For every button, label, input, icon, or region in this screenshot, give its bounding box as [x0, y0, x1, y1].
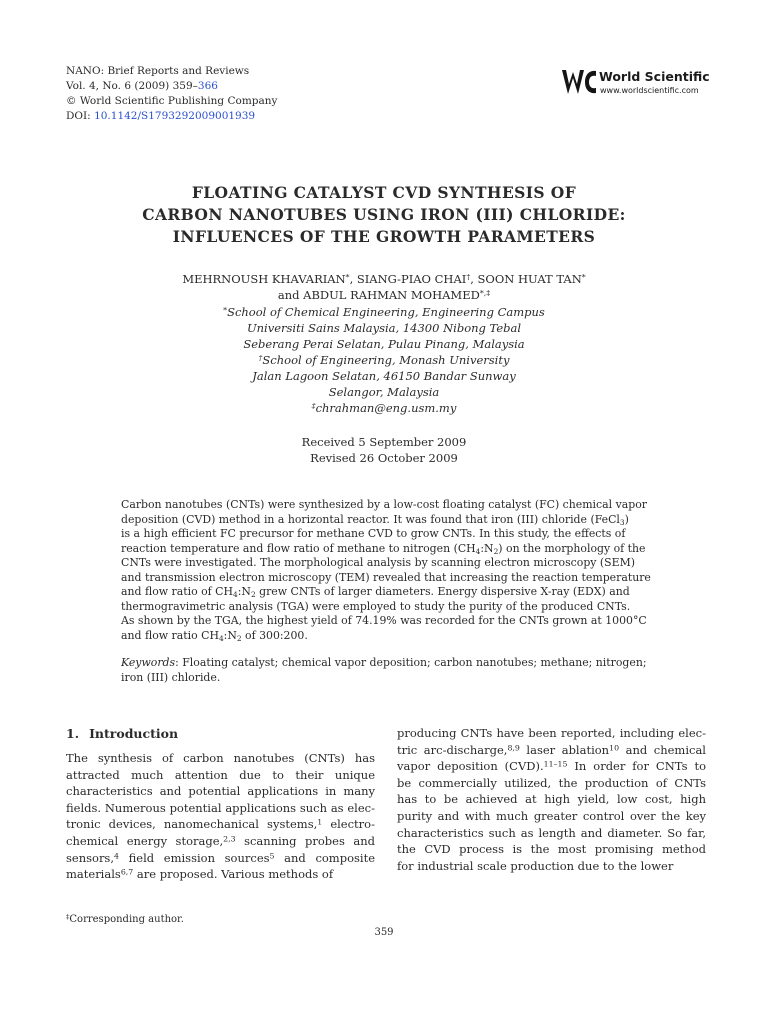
body-line: tronic devices, nanomechanical systems,$^1$ electro-: [66, 817, 375, 832]
doi-link[interactable]: 10.1142/S1793292009001939: [94, 110, 256, 122]
keywords-text: : Floating catalyst; chemical vapor deposition; carbon nanotubes; methane; nitrogen;: [175, 656, 647, 669]
body-line: characteristics and potential applications in many: [66, 784, 375, 799]
corresponding-email[interactable]: ‡chrahman@eng.usm.my: [311, 401, 457, 415]
left-column: [66, 750, 375, 883]
keywords-line: [121, 656, 647, 671]
affiliations: [66, 304, 702, 416]
doi-line: [66, 109, 277, 124]
affiliation-line: Selangor, Malaysia: [328, 385, 440, 399]
received-dates: [66, 434, 702, 466]
abstract-line: thermogravimetric analysis (TGA) were employed to study the purity of the produced CNTs.: [121, 599, 631, 613]
body-line: chemical energy storage,$^{2,3}$ scanning probes and: [66, 833, 375, 848]
abstract-line: As shown by the TGA, the highest yield of 74.19% was recorded for the CNTs grown at 1000°C: [121, 614, 647, 627]
page-end-link[interactable]: 366: [197, 80, 218, 92]
affiliation-line: Universiti Sains Malaysia, 14300 Nibong Tebal: [246, 321, 522, 335]
doi-label: DOI:: [66, 110, 95, 122]
body-line: the CVD process is the most promising method: [397, 842, 706, 857]
body-line: fields. Numerous potential applications such as elec-: [66, 800, 375, 815]
abstract-line: is a high efficient FC precursor for methane CVD to grow CNTs. In this study, the effects of: [121, 527, 626, 540]
abstract: [121, 498, 651, 643]
title-line: INFLUENCES OF THE GROWTH PARAMETERS: [172, 227, 596, 246]
body-line: has to be achieved at high yield, low cost, high: [397, 792, 706, 807]
body-line: attracted much attention due to their unique: [66, 767, 375, 782]
abstract-line: CNTs were investigated. The morphological analysis by scanning electron microscopy (SEM): [121, 556, 635, 569]
journal-volume-text: Vol. 4, No. 6 (2009) 359–: [66, 80, 198, 92]
copyright-line: © World Scientific Publishing Company: [66, 95, 278, 107]
page-number: 359: [374, 927, 394, 938]
affiliation-line: †School of Engineering, Monash University: [258, 353, 510, 367]
affiliation-line: *School of Chemical Engineering, Engineering Campus: [223, 305, 545, 319]
abstract-line: and flow ratio of $CH_4:N_2$ grew CNTs of larger diameters. Energy dispersive X-ray (EDX) and: [121, 585, 630, 599]
world-scientific-logo-icon: [560, 64, 598, 100]
body-line: for industrial scale production due to the lower: [397, 858, 674, 873]
affiliation-line: Jalan Lagoon Selatan, 46150 Bandar Sunway: [252, 369, 516, 383]
abstract-line: deposition (CVD) method in a horizontal reactor. It was found that iron (III) chloride (FeCl$_3$): [121, 512, 629, 527]
publisher-url[interactable]: www.worldscientific.com: [600, 86, 699, 95]
author-line: and ABDUL RAHMAN MOHAMED*,‡: [277, 288, 491, 302]
revised-date: Revised 26 October 2009: [310, 451, 458, 465]
abstract-line: Carbon nanotubes (CNTs) were synthesized by a low-cost floating catalyst (FC) chemical vapor: [121, 498, 647, 511]
keywords-line: iron (III) chloride.: [121, 670, 221, 684]
body-line: The synthesis of carbon nanotubes (CNTs) has: [66, 751, 375, 765]
title-line: FLOATING CATALYST CVD SYNTHESIS OF: [191, 183, 577, 202]
journal-volume: [66, 79, 277, 94]
section-heading: [66, 726, 178, 741]
publisher-name: World Scientific: [599, 69, 710, 84]
body-line: vapor deposition (CVD).$^{11-15}$ In order for CNTs to: [397, 759, 706, 774]
section-number: 1.: [66, 726, 80, 741]
abstract-line: and flow ratio $CH_4:N_2$ of 300:200.: [121, 628, 308, 643]
section-title: Introduction: [89, 726, 179, 741]
footnote: ‡Corresponding author.: [66, 912, 184, 925]
body-line: materials$^{6,7}$ are proposed. Various methods of: [66, 867, 334, 882]
body-line: tric arc-discharge,$^{8,9}$ laser ablation$^{10}$ and chemical: [397, 742, 706, 757]
right-column: [397, 725, 706, 874]
publisher-logo[interactable]: [560, 64, 710, 100]
author-list: [66, 271, 702, 303]
journal-name: NANO: Brief Reports and Reviews: [66, 65, 250, 77]
abstract-line: reaction temperature and flow ratio of methane to nitrogen $(CH_4:N_2)$ on the morphology of the: [121, 541, 646, 556]
title-line: CARBON NANOTUBES USING IRON (III) CHLORIDE:: [142, 205, 626, 224]
body-line: purity and with much greater control over the key: [397, 808, 706, 823]
author-line: MEHRNOUSH KHAVARIAN*, SIANG-PIAO CHAI†, SOON HUAT TAN*: [182, 272, 586, 286]
body-line: characteristics such as length and diameter. So far,: [397, 825, 706, 840]
body-line: sensors,$^4$ field emission sources$^5$ and composite: [66, 850, 375, 865]
keywords: [121, 656, 647, 685]
affiliation-line: Seberang Perai Selatan, Pulau Pinang, Malaysia: [243, 337, 525, 351]
journal-header: [66, 64, 277, 124]
keywords-label: Keywords: [121, 656, 176, 669]
paper-title: [66, 182, 702, 248]
body-line: be commercially utilized, the production of CNTs: [397, 775, 706, 790]
abstract-line: and transmission electron microscopy (TEM) revealed that increasing the reaction temperature: [121, 570, 651, 584]
received-date: Received 5 September 2009: [301, 435, 467, 449]
body-line: producing CNTs have been reported, including elec-: [397, 726, 706, 740]
